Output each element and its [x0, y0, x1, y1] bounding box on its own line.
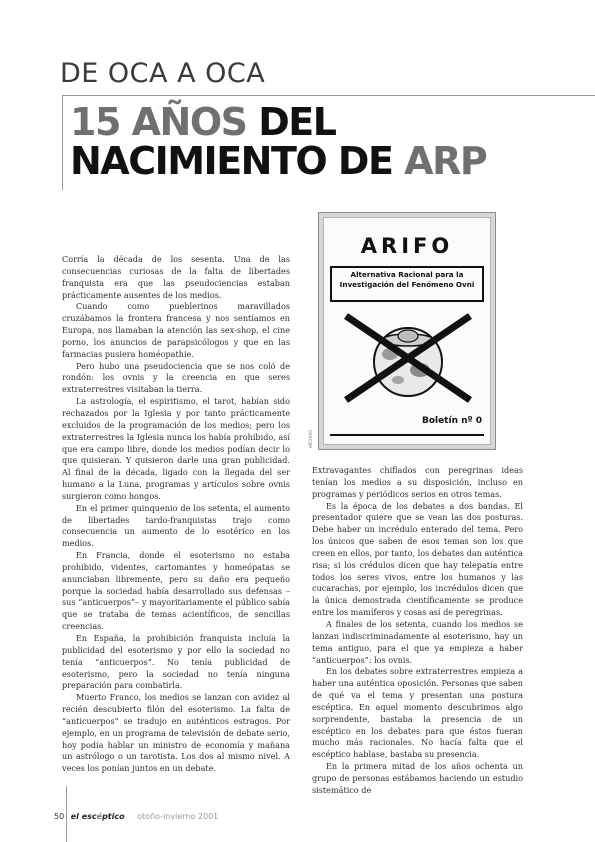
- paragraph: La astrología, el espiritismo, el tarot, habían sido rechazados por la Iglesia y por tanto prácticamente excluidos de la programación de los medios; pero los extraterrestres la Iglesia nunca los había prohibido, así que era campo libre, donde los medios podían decir lo que quisieran. Y quisieron darle una gran publicidad. Al final de la década, ligado con la llegada del ser humano a la Luna, programas y artículos sobre ovnis surgieron como hongos.: [62, 396, 290, 501]
- headline-nacimiento: NACIMIENTO DE: [70, 139, 393, 183]
- headline-years: 15 AÑOS: [70, 100, 247, 144]
- paragraph: Cuando como pueblerinos maravillados cruzábamos la frontera francesa y nos sentíamos en Europa, nos llamaban la atención las sex-shop, el cine porno, los anuncios de parapsicólogos y que en las farmacias pusiera homéopathie.: [62, 301, 290, 359]
- paragraph: En la primera mitad de los años ochenta un grupo de personas estábamos haciendo un estudio sistemático de: [312, 761, 523, 795]
- paragraph: Muerto Franco, los medios se lanzan con avidez al recién descubierto filón del esoterismo. La falta de “anticuerpos” se tradujo en auténticos estragos. Por ejemplo, en un programa de televisión de debate serio, hoy podía hablar un ministro de economía y mañana un astrólogo o un tarotista. Los dos al mismo nivel. A veces los ponían juntos en un debate.: [62, 692, 290, 774]
- bulletin-logo: ARIFO: [360, 234, 454, 258]
- magazine-name: el escéptico: [70, 812, 125, 821]
- paragraph: En los debates sobre extraterrestres empieza a haber una auténtica oposición. Personas que saben de qué va el tema y presentan una postura escéptica. En aquel momento descubrimos algo sorprendente, bastaba la presencia de un escéptico en los debates para que éstos fueran mucho más racionales. No hacía falta que el escéptico hablase, bastaba su presencia.: [312, 666, 523, 760]
- section-title: DE OCA A OCA: [60, 58, 266, 89]
- left-column: [62, 254, 290, 775]
- paragraph: Extravagantes chiflados con peregrinas ideas tenían los medios a su disposición, incluso en programas y periódicos serios en otros temas.: [312, 465, 523, 499]
- bulletin-title-box: Alternativa Racional para la Investigación del Fenómeno Ovni: [330, 266, 484, 302]
- section-vertical-rule: [62, 95, 63, 190]
- page-number: 50: [54, 812, 65, 821]
- bulletin-number: Boletín nº 0: [421, 416, 482, 426]
- right-column: [312, 465, 523, 797]
- bulletin-cover: [323, 217, 491, 445]
- headline-arp: ARP: [404, 139, 487, 183]
- paragraph: En Francia, donde el esoterismo no estaba prohibido, videntes, cartomantes y homeópatas se anunciaban libremente, pero su daño era pequeño porque la sociedad había desarrollado sus defensas –sus “anticuerpos”– y mayoritariamente el público sabía que se trataba de temas acientíficos, de sencillas creencias.: [62, 550, 290, 632]
- moon-crossed-out-illustration: [338, 310, 478, 405]
- paragraph: En el primer quinquenio de los setenta, el aumento de libertades tardo-franquistas trajo como consecuencia un aumento de lo esotérico en los medios.: [62, 502, 290, 549]
- section-rule: [62, 95, 595, 96]
- paragraph: Es la época de los debates a dos bandas. El presentador quiere que se vean las dos posturas. Debe haber un incrédulo enterado del tema. Pero los únicos que saben de esos temas son los que creen en ellos, por tanto, los debates dan auténtica risa; si los crédulos dicen que hay telepatía entre todos los seres vivos, entre los humanos y las cucarachas, por ejemplo, los incrédulos dicen que la única demostrada científicamente se produce entre los mamíferos y cosas así de peregrinas.: [312, 500, 523, 618]
- paragraph: En España, la prohibición franquista incluía la publicidad del esoterismo y por ello la sociedad no tenía “anticuerpos”. No tenía publicidad de esoterismo, pero la sociedad no tenía ninguna preparación para combatirla.: [62, 633, 290, 691]
- article-headline: [70, 100, 487, 183]
- photo-credit: ARCHIVO: [308, 429, 313, 448]
- page-footer: [54, 812, 218, 821]
- paragraph: Corría la década de los sesenta. Una de las consecuencias curiosas de la falta de libertades franquista era que las pseudociencias estaban prácticamente ausentes de los medios.: [62, 254, 290, 300]
- headline-del: DEL: [258, 100, 336, 144]
- bulletin-cover-photo: [318, 212, 496, 450]
- bulletin-bottom-line: [330, 434, 484, 436]
- paragraph: Pero hubo una pseudociencia que se nos coló de rondón: los ovnis y la creencia en que seres extraterrestres visitaban la tierra.: [62, 360, 290, 395]
- paragraph: A finales de los setenta, cuando los medios se lanzan indiscriminadamente al esoterismo, hay un tema antiguo, para el que ya empieza a haber “anticuerpos”: los ovnis.: [312, 618, 523, 665]
- issue-date: otoño-invierno 2001: [137, 812, 219, 821]
